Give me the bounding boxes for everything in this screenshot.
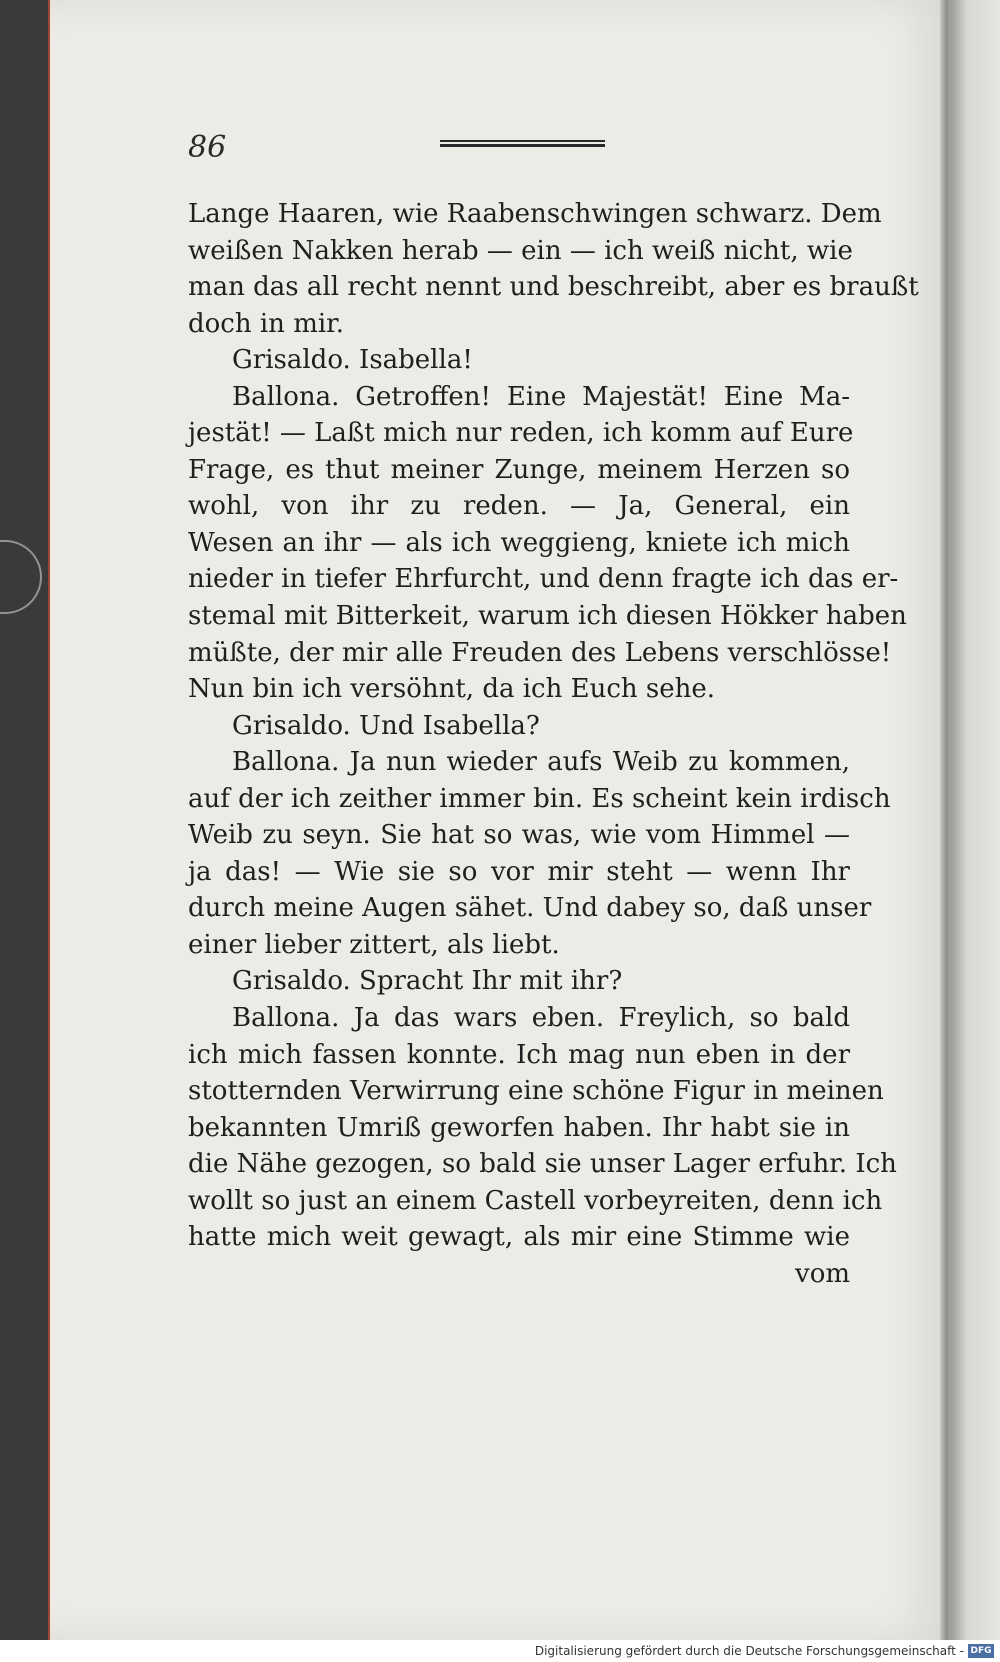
- text-line: Lange Haaren, wie Raabenschwingen schwarz. Dem: [188, 199, 882, 229]
- text-line: bekannten Umriß geworfen haben. Ihr habt sie in: [188, 1112, 850, 1143]
- text-line: weißen Nakken herab — ein — ich weiß nicht, wie: [188, 235, 853, 266]
- text-line: hatte mich weit gewagt, als mir eine Stimme wie: [188, 1222, 850, 1253]
- page-text: [188, 196, 919, 1292]
- text-line: Grisaldo. Und Isabella?: [232, 710, 540, 741]
- text-line: Wesen an ihr — als ich weggieng, kniete ich mich: [188, 527, 850, 558]
- dfg-logo: [968, 1644, 994, 1658]
- text-line: wollt so just an einem Castell vorbeyreiten, denn ich: [188, 1185, 883, 1216]
- text-line: Grisaldo. Isabella!: [232, 345, 473, 376]
- text-line: Grisaldo. Spracht Ihr mit ihr?: [232, 966, 623, 997]
- text-line: Ballona. Ja nun wieder aufs Weib zu kommen,: [232, 747, 850, 778]
- text-line: einer lieber zittert, als liebt.: [188, 929, 560, 960]
- text-line: stemal mit Bitterkeit, warum ich diesen Hökker haben: [188, 601, 907, 632]
- book-cover-edge: [0, 0, 50, 1662]
- text-line: Weib zu seyn. Sie hat so was, wie vom Himmel —: [188, 820, 850, 851]
- text-line: müßte, der mir alle Freuden des Lebens verschlösse!: [188, 637, 892, 668]
- text-line: nieder in tiefer Ehrfurcht, und denn fragte ich das er-: [188, 564, 899, 595]
- footer-credit: Digitalisierung gefördert durch die Deutsche Forschungsgemeinschaft -: [534, 1644, 964, 1658]
- page-number: 86: [188, 130, 227, 165]
- dfg-logo-text: DFG: [970, 1646, 992, 1656]
- text-line: ich mich fassen konnte. Ich mag nun eben in der: [188, 1039, 850, 1070]
- text-line: jestät! — Laßt mich nur reden, ich komm auf Eure: [188, 418, 854, 449]
- text-line: vom: [795, 1258, 850, 1289]
- text-line: ja das! — Wie sie so vor mir steht — wenn Ihr: [188, 856, 850, 887]
- text-line: doch in mir.: [188, 308, 344, 339]
- text-line: Ballona. Ja das wars eben. Freylich, so bald: [232, 1003, 850, 1034]
- text-line: man das all recht nennt und beschreibt, aber es braußt: [188, 272, 919, 303]
- text-line: Nun bin ich versöhnt, da ich Euch sehe.: [188, 674, 716, 705]
- text-line: die Nähe gezogen, so bald sie unser Lager erfuhr. Ich: [188, 1149, 897, 1180]
- text-line: stotternden Verwirrung eine schöne Figur in meinen: [188, 1076, 884, 1107]
- header-double-rule: [440, 140, 605, 148]
- text-line: auf der ich zeither immer bin. Es scheint kein irdisch: [188, 783, 891, 814]
- digitization-footer: [0, 1640, 1000, 1662]
- text-line: durch meine Augen sähet. Und dabey so, daß unser: [188, 893, 872, 924]
- facing-page-edge: [950, 0, 1000, 1640]
- page-header: [188, 130, 848, 170]
- text-line: Ballona. Getroffen! Eine Majestät! Eine Ma-: [232, 381, 850, 412]
- text-line: Frage, es thut meiner Zunge, meinem Herzen so: [188, 454, 850, 485]
- text-line: wohl, von ihr zu reden. — Ja, General, ein: [188, 491, 850, 522]
